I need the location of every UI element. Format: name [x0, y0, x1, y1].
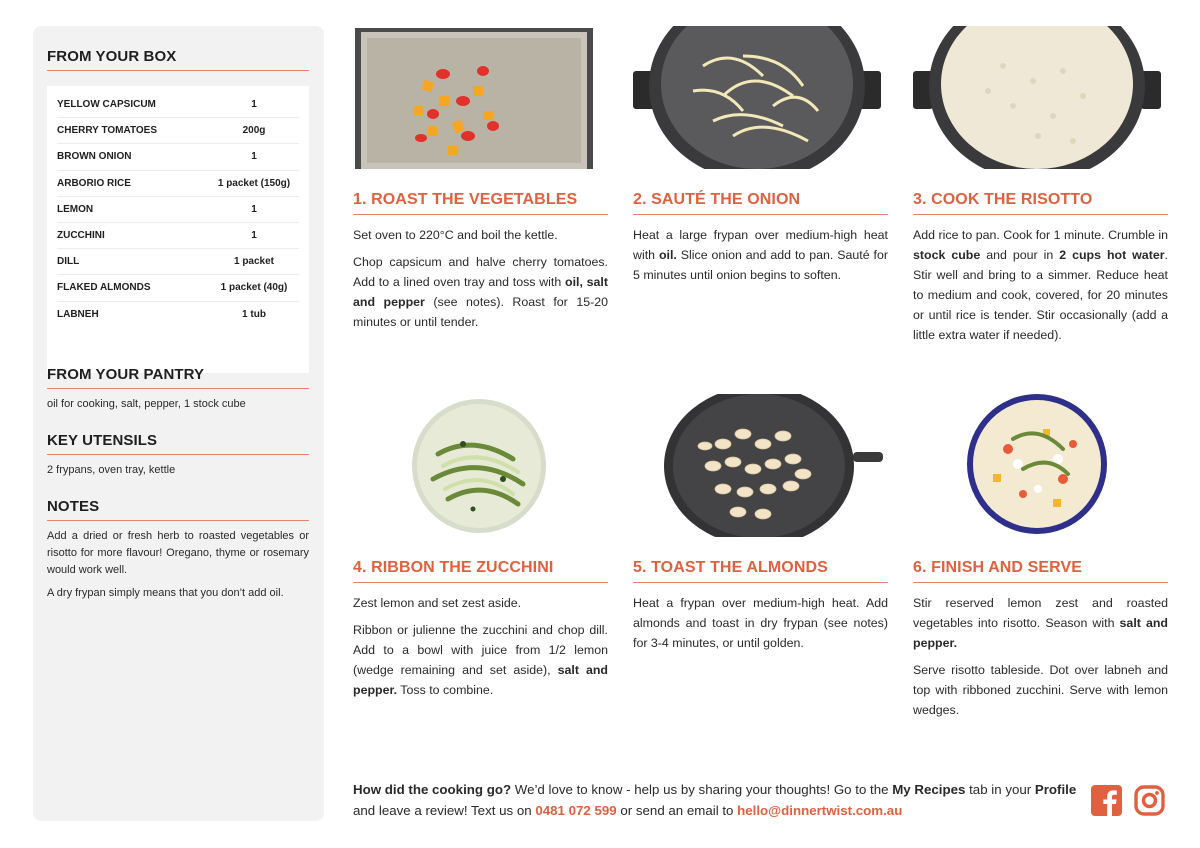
- note-paragraph: Add a dried or fresh herb to roasted vegetables or risotto for more flavour! Oregano, thyme or rosemary would work well.: [47, 530, 309, 576]
- step-5: [633, 394, 888, 660]
- notes-heading: NOTES: [47, 498, 309, 521]
- step-3-title: 3. COOK THE RISOTTO: [913, 191, 1168, 215]
- ingredient-name: LABNEH: [57, 309, 99, 321]
- my-recipes-link[interactable]: My Recipes: [892, 782, 966, 797]
- feedback-footer: [353, 779, 1083, 821]
- step-text-part: . Stir well and bring to a simmer. Reduce heat to medium and cook, covered, for 20 minutes or until rice is tender. Stir occasionally (add a little extra water if needed).: [913, 248, 1168, 342]
- saute-onion-photo: [633, 26, 888, 169]
- ingredient-row: [57, 171, 299, 197]
- ingredient-qty: 1 tub: [242, 309, 266, 321]
- ingredient-name: FLAKED ALMONDS: [57, 282, 151, 294]
- email-link[interactable]: hello@dinnertwist.com.au: [737, 803, 903, 818]
- ingredient-qty: 1 packet (40g): [220, 282, 288, 294]
- step-text-part: Toss to combine.: [397, 683, 494, 697]
- pantry-text: oil for cooking, salt, pepper, 1 stock cube: [47, 398, 246, 410]
- step-5-title: 5. TOAST THE ALMONDS: [633, 559, 888, 583]
- ingredient-qty: 1 packet (150g): [217, 177, 291, 189]
- step-text-part: Ribbon or julienne the zucchini and chop dill. Add to a bowl with juice from 1/2 lemon (wedge remaining and set aside),: [353, 623, 608, 677]
- footer-text: and leave a review! Text us on: [353, 803, 536, 818]
- utensils-text: 2 frypans, oven tray, kettle: [47, 464, 176, 476]
- facebook-icon[interactable]: [1091, 785, 1122, 816]
- step-text-part: Slice onion and add to pan. Sauté for 5 minutes until onion begins to soften.: [633, 248, 888, 282]
- step-2: [633, 26, 888, 292]
- step-text-bold: 2 cups hot water: [1059, 248, 1165, 262]
- ingredient-name: ZUCCHINI: [57, 230, 105, 242]
- ingredient-qty: 1: [251, 203, 257, 215]
- finish-and-serve-photo: [913, 394, 1168, 537]
- ingredient-row: [57, 118, 299, 144]
- footer-text: or send an email to: [616, 803, 738, 818]
- step-text: [353, 252, 608, 332]
- footer-text: tab in your: [965, 782, 1035, 797]
- step-1-instructions: [353, 225, 608, 332]
- step-text-bold: stock cube: [913, 248, 981, 262]
- step-4-title: 4. RIBBON THE ZUCCHINI: [353, 559, 608, 583]
- step-text-part: Chop capsicum and halve cherry tomatoes. Add to a lined oven tray and toss with: [353, 255, 608, 289]
- notes-text: [47, 528, 309, 608]
- ingredient-qty: 1: [251, 151, 257, 163]
- step-3-instructions: [913, 225, 1168, 345]
- ingredient-name: LEMON: [57, 203, 94, 215]
- step-2-title: 2. SAUTÉ THE ONION: [633, 191, 888, 215]
- step-text: [913, 225, 1168, 345]
- ingredient-row: [57, 302, 299, 328]
- profile-link[interactable]: Profile: [1034, 782, 1077, 797]
- box-ingredients-table: [47, 86, 309, 373]
- step-4-instructions: [353, 593, 608, 700]
- feedback-question: How did the cooking go?: [353, 782, 512, 797]
- step-text-bold: oil, salt and pepper: [353, 275, 608, 309]
- ingredient-row: [57, 197, 299, 223]
- step-text-bold: salt and pepper.: [913, 616, 1168, 650]
- ingredient-row: [57, 92, 299, 118]
- step-6-instructions: [913, 593, 1168, 720]
- step-6: [913, 394, 1168, 727]
- ingredients-sidebar: [33, 26, 324, 821]
- instagram-icon[interactable]: [1134, 785, 1165, 816]
- step-1-title: 1. ROAST THE VEGETABLES: [353, 191, 608, 215]
- ingredient-row: [57, 144, 299, 170]
- step-5-instructions: [633, 593, 888, 653]
- footer-text: We’d love to know - help us by sharing your thoughts! Go to the: [511, 782, 893, 797]
- note-paragraph: A dry frypan simply means that you don’t add oil.: [47, 587, 284, 599]
- step-text: Zest lemon and set zest aside.: [353, 596, 522, 610]
- ingredient-name: BROWN ONION: [57, 151, 132, 163]
- ingredient-name: CHERRY TOMATOES: [57, 125, 158, 137]
- step-text-part: Add rice to pan. Cook for 1 minute. Crumble in: [913, 228, 1168, 242]
- from-your-box-heading: FROM YOUR BOX: [47, 48, 309, 71]
- step-2-instructions: [633, 225, 888, 285]
- ingredient-qty: 1: [251, 99, 257, 111]
- step-text-part: Heat a large frypan over medium-high heat with: [633, 228, 888, 262]
- toast-almonds-photo: [633, 394, 888, 537]
- key-utensils-heading: KEY UTENSILS: [47, 432, 309, 455]
- step-6-title: 6. FINISH AND SERVE: [913, 559, 1168, 583]
- step-text-part: (see notes). Roast for 15-20 minutes or until tender.: [353, 295, 609, 329]
- step-text: Serve risotto tableside. Dot over labneh and top with ribboned zucchini. Serve with lemon wedges.: [913, 663, 1168, 717]
- step-text-bold: oil.: [658, 248, 677, 262]
- ingredient-row: [57, 249, 299, 275]
- cook-risotto-photo: [913, 26, 1168, 169]
- ingredient-qty: 200g: [242, 125, 266, 137]
- step-text: [913, 593, 1168, 653]
- step-text-part: and pour in: [980, 248, 1060, 262]
- step-text: [353, 620, 608, 700]
- from-your-pantry-heading: FROM YOUR PANTRY: [47, 366, 309, 389]
- ingredient-qty: 1: [251, 230, 257, 242]
- roast-vegetables-photo: [353, 26, 608, 169]
- step-4: [353, 394, 608, 707]
- step-text: Set oven to 220°C and boil the kettle.: [353, 228, 558, 242]
- ingredient-name: ARBORIO RICE: [57, 177, 131, 189]
- phone-link[interactable]: 0481 072 599: [535, 803, 617, 818]
- ingredient-name: YELLOW CAPSICUM: [57, 99, 156, 111]
- ingredient-row: [57, 275, 299, 301]
- step-text: [633, 225, 888, 285]
- ingredient-name: DILL: [57, 256, 80, 268]
- step-text-bold: salt and pepper.: [353, 663, 609, 697]
- ingredient-qty: 1 packet: [233, 256, 275, 268]
- step-text-part: Stir reserved lemon zest and roasted vegetables into risotto. Season with: [913, 596, 1168, 630]
- ingredient-row: [57, 223, 299, 249]
- step-1: [353, 26, 608, 339]
- step-3: [913, 26, 1168, 352]
- ribbon-zucchini-photo: [353, 394, 608, 537]
- step-text: Heat a frypan over medium-high heat. Add almonds and toast in dry frypan (see notes) for 3-4 minutes, or until golden.: [633, 596, 888, 650]
